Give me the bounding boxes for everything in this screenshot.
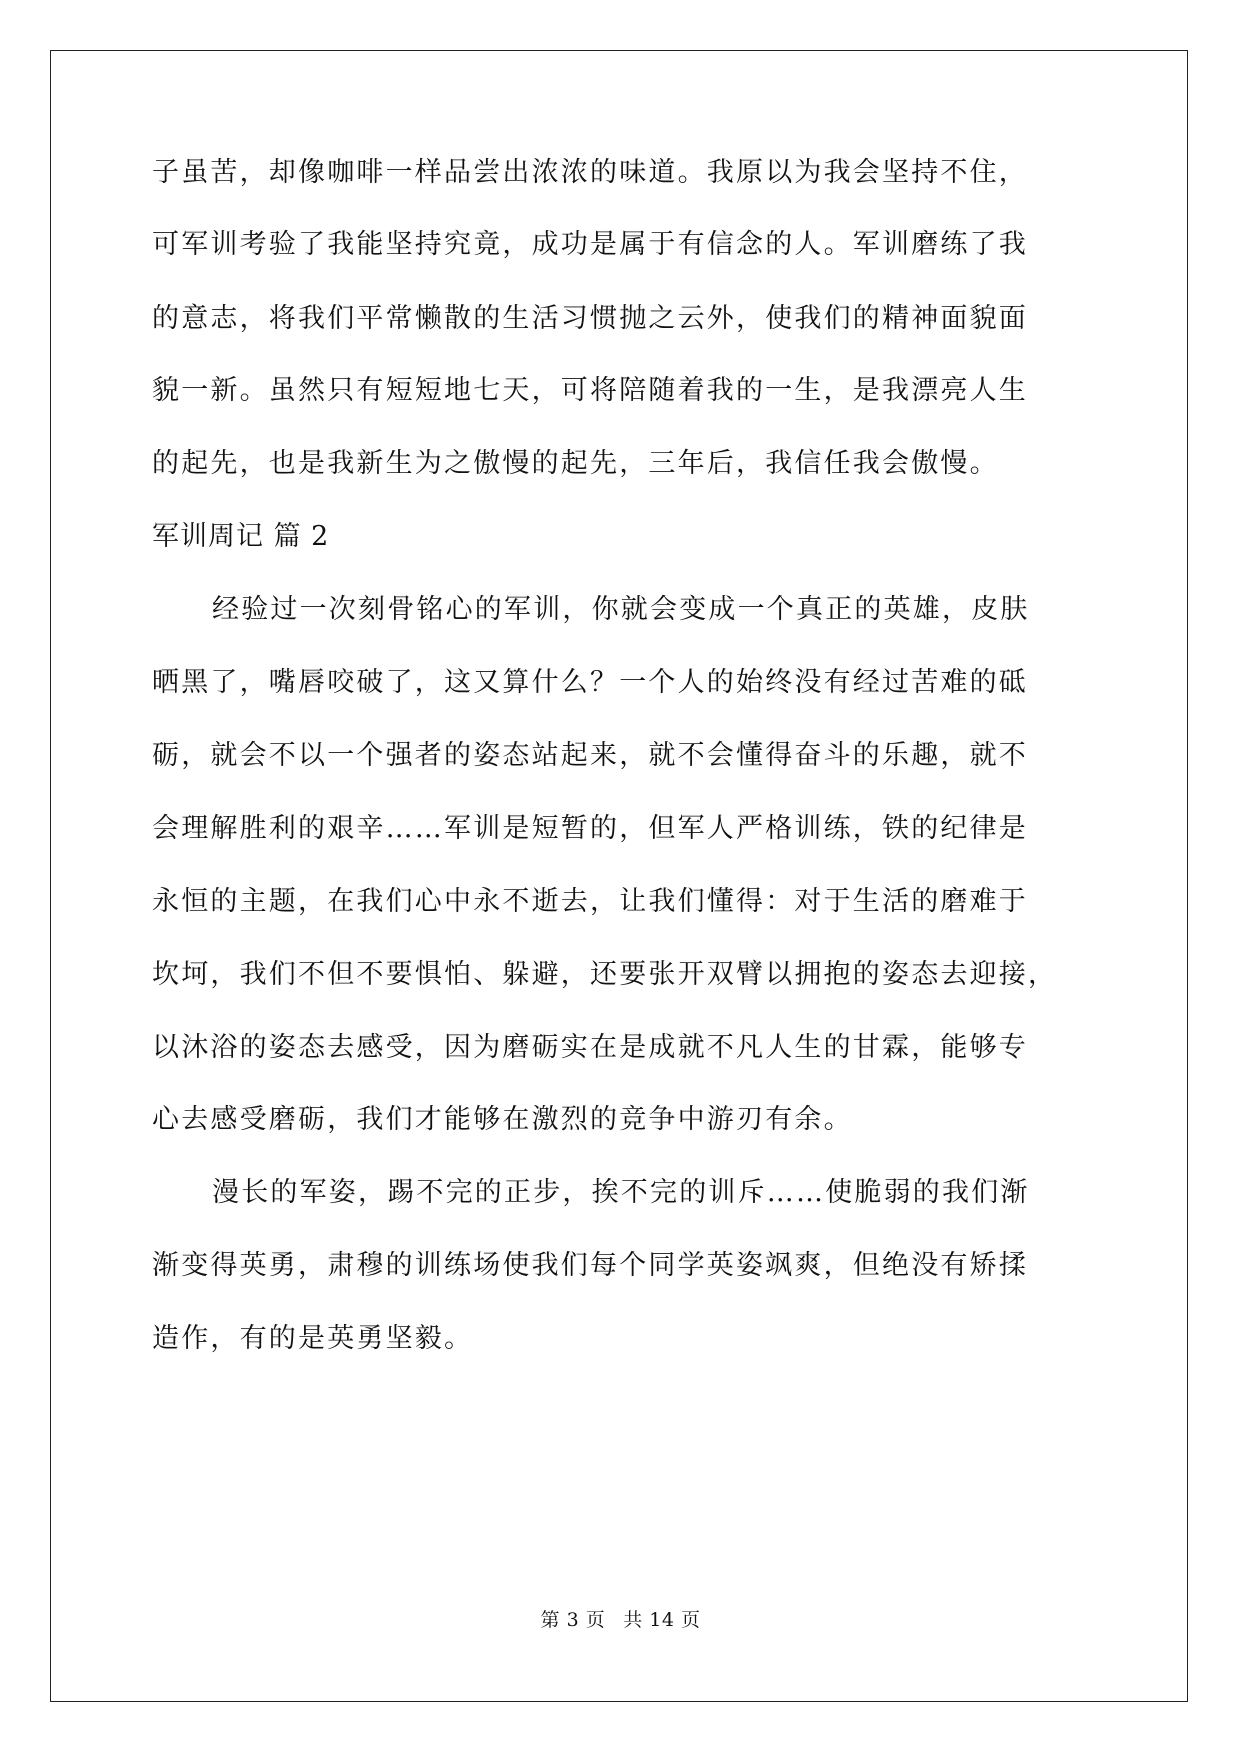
paragraph-line: 的起先，也是我新生为之傲慢的起先，三年后，我信任我会傲慢。	[152, 448, 999, 479]
paragraph-line: 的意志，将我们平常懒散的生活习惯抛之云外，使我们的精神面貌面	[152, 303, 1028, 334]
paragraph-line: 会理解胜利的艰辛……军训是短暂的，但军人严格训练，铁的纪律是	[152, 813, 1028, 844]
paragraph-line: 可军训考验了我能坚持究竟，成功是属于有信念的人。军训磨练了我	[152, 229, 1028, 260]
paragraph-line: 渐变得英勇，肃穆的训练场使我们每个同学英姿飒爽，但绝没有矫揉	[152, 1250, 1028, 1281]
paragraph-line: 漫长的军姿，踢不完的正步，挨不完的训斥……使脆弱的我们渐	[212, 1177, 1030, 1208]
paragraph-line: 晒黑了，嘴唇咬破了，这又算什么？一个人的始终没有经过苦难的砥	[152, 667, 1028, 698]
paragraph-line: 以沐浴的姿态去感受，因为磨砺实在是成就不凡人生的甘霖，能够专	[152, 1032, 1028, 1063]
section-heading: 军训周记 篇 2	[152, 521, 330, 552]
paragraph-line: 子虽苦，却像咖啡一样品尝出浓浓的味道。我原以为我会坚持不住，	[152, 157, 1028, 188]
paragraph-line: 貌一新。虽然只有短短地七天，可将陪随着我的一生，是我漂亮人生	[152, 375, 1028, 406]
paragraph-line: 造作，有的是英勇坚毅。	[152, 1323, 474, 1354]
page-number: 第 3 页	[540, 1609, 606, 1631]
page-footer	[0, 1608, 1241, 1632]
paragraph-line: 砺，就会不以一个强者的姿态站起来，就不会懂得奋斗的乐趣，就不	[152, 740, 1028, 771]
paragraph-line: 心去感受磨砺，我们才能够在激烈的竞争中游刃有余。	[152, 1104, 853, 1135]
paragraph-line: 永恒的主题，在我们心中永不逝去，让我们懂得：对于生活的磨难于	[152, 886, 1028, 917]
paragraph-line: 经验过一次刻骨铭心的军训，你就会变成一个真正的英雄，皮肤	[212, 594, 1030, 625]
paragraph-line: 坎坷，我们不但不要惧怕、躲避，还要张开双臂以拥抱的姿态去迎接，	[152, 959, 1058, 990]
page-total: 共 14 页	[623, 1609, 701, 1631]
page-frame	[50, 50, 1188, 1702]
